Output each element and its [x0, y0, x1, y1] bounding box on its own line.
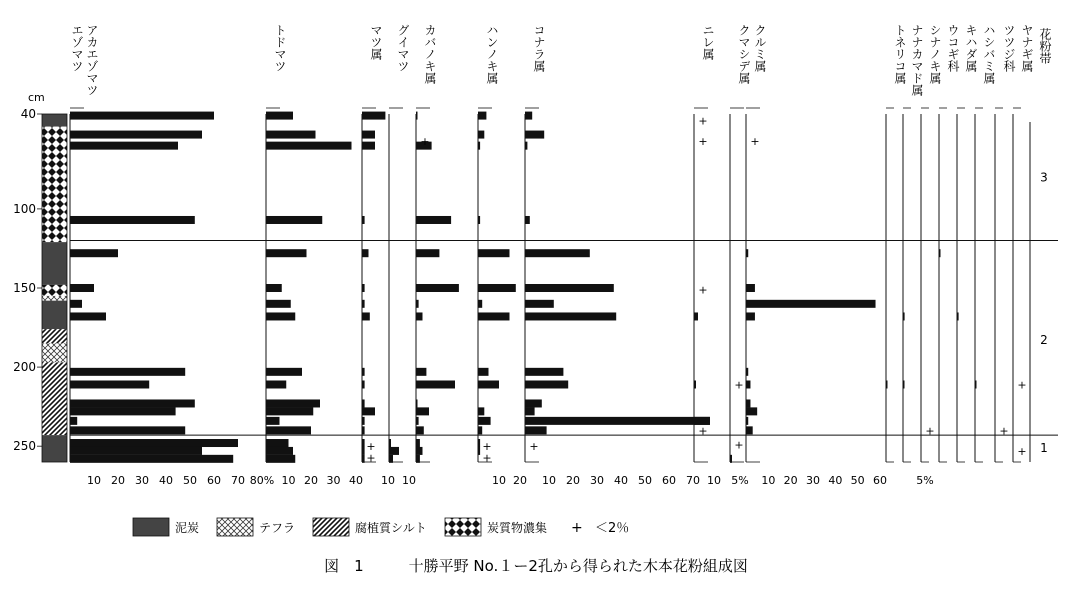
pollen-bar: [362, 312, 370, 320]
pollen-bar: [416, 284, 459, 292]
pollen-bar: [416, 112, 418, 120]
trace-marker: +: [482, 440, 492, 454]
taxon-name: キハダ属: [964, 24, 978, 72]
depth-tick-label: 250: [13, 439, 36, 454]
figure-caption: 図 1 十勝平野 No.１ー2孔から得られた木本花粉組成図: [324, 557, 748, 575]
pollen-bar: [478, 312, 510, 320]
pollen-bar: [525, 249, 590, 257]
pollen-bar: [266, 368, 302, 376]
taxon-name: クルミ属: [753, 24, 767, 72]
pollen-bar: [70, 407, 176, 415]
pollen-bar: [730, 455, 732, 463]
pollen-bar: [525, 380, 568, 388]
pollen-bar: [70, 300, 82, 308]
scale-tick-label: 5%: [916, 474, 934, 487]
pollen-bar: [478, 439, 480, 447]
pollen-bar: [362, 112, 385, 120]
pollen-bar: [70, 249, 118, 257]
pollen-bar: [362, 300, 365, 308]
pollen-bar: [266, 407, 313, 415]
pollen-bar: [525, 216, 530, 224]
legend-label: テフラ: [259, 521, 296, 535]
pollen-bar: [70, 284, 94, 292]
pollen-bar: [70, 142, 178, 150]
taxon-name: ニレ属: [701, 24, 715, 60]
pollen-bar: [694, 380, 696, 388]
scale-tick-label: 40: [614, 474, 628, 487]
pollen-bar: [389, 455, 393, 463]
scale-tick-label: 20: [566, 474, 580, 487]
scale-tick-label: 10: [381, 474, 395, 487]
panel-5: [416, 24, 459, 463]
lithology-humic: [42, 329, 67, 343]
legend-swatch-peat: [133, 518, 169, 536]
trace-marker: +: [529, 440, 539, 454]
pollen-bar: [416, 249, 439, 257]
taxon-name: ツツジ科: [1002, 24, 1016, 72]
pollen-bar: [70, 447, 202, 455]
pollen-bar: [266, 300, 291, 308]
taxon-name: アカエゾマツ: [85, 24, 99, 96]
pollen-bar: [746, 300, 876, 308]
trace-marker: +: [1017, 378, 1027, 392]
taxon-name: トドマツ: [273, 24, 287, 72]
pollen-bar: [70, 112, 214, 120]
trace-marker: +: [698, 114, 708, 128]
pollen-bar: [746, 407, 757, 415]
pollen-bar: [416, 380, 455, 388]
pollen-bar: [478, 417, 491, 425]
pollen-bar: [70, 312, 106, 320]
pollen-bar: [903, 380, 905, 388]
pollen-bar: [266, 380, 286, 388]
taxon-name: グイマツ: [396, 24, 410, 72]
scale-tick-label: 30: [135, 474, 149, 487]
scale-tick-label: 10: [281, 474, 296, 487]
taxon-name: ハシバミ属: [982, 24, 996, 84]
depth-tick-label: 150: [13, 281, 36, 295]
pollen-bar: [266, 439, 289, 447]
pollen-bar: [525, 368, 563, 376]
depth-axis-unit: cm: [28, 91, 45, 104]
scale-tick-label: 30: [326, 474, 341, 487]
trace-marker: +: [366, 451, 376, 465]
pollen-bar: [416, 439, 420, 447]
legend-plus-symbol: +: [571, 520, 583, 536]
taxon-name: エゾマツ: [70, 24, 84, 72]
pollen-bar: [525, 407, 535, 415]
scale-tick-label: 50: [183, 474, 197, 487]
legend-label: 泥炭: [175, 521, 200, 535]
depth-tick-label: 200: [13, 360, 36, 375]
pollen-bar: [886, 380, 888, 388]
pollen-bar: [478, 300, 482, 308]
lithology-tephra: [42, 296, 67, 301]
pollen-bar: [362, 439, 365, 447]
pollen-bar: [746, 380, 750, 388]
trace-marker: +: [999, 424, 1009, 438]
pollen-bar: [362, 131, 375, 139]
pollen-bar: [416, 455, 420, 463]
panel-11: [886, 24, 907, 462]
panel-10: [746, 24, 887, 487]
scale-tick-label: 30: [590, 474, 604, 487]
pollen-bar: [266, 426, 311, 434]
pollen-bar: [362, 426, 365, 434]
pollen-bar: [478, 216, 480, 224]
pollen-bar: [362, 284, 365, 292]
panel-6: [478, 24, 527, 487]
zone-label: 3: [1040, 170, 1048, 185]
depth-tick-label: 100: [13, 201, 36, 216]
legend-swatch-humic: [313, 518, 349, 536]
scale-tick-label: 20: [783, 474, 798, 487]
legend-label: 腐植質シルト: [355, 521, 427, 535]
pollen-bar: [416, 312, 423, 320]
trace-marker: +: [734, 438, 744, 452]
scale-tick-label: 60: [207, 474, 221, 487]
lithology-peat: [42, 242, 67, 285]
pollen-bar: [266, 447, 293, 455]
pollen-bar: [362, 447, 365, 455]
panel-7: [525, 24, 710, 487]
pollen-bar: [362, 455, 365, 463]
scale-tick-label: 20: [304, 474, 318, 487]
pollen-bar: [478, 368, 489, 376]
scale-tick-label: 70: [686, 474, 700, 487]
pollen-bar: [525, 142, 527, 150]
lithology-tephra: [42, 343, 67, 362]
pollen-bar: [266, 142, 352, 150]
scale-tick-label: 70: [231, 474, 245, 487]
taxon-name: カバノキ属: [423, 24, 437, 84]
pollen-bar: [478, 447, 480, 455]
pollen-bar: [362, 216, 365, 224]
legend-swatch-charcoal: [445, 518, 481, 536]
pollen-bar: [478, 380, 499, 388]
lithology-charcoal: [42, 127, 67, 242]
pollen-bar: [525, 312, 616, 320]
lithology-charcoal: [42, 285, 67, 296]
taxon-name: トネリコ属: [893, 24, 907, 84]
scale-tick-label: 10: [402, 474, 416, 487]
trace-marker: +: [1017, 444, 1027, 458]
panel-3: [362, 24, 395, 487]
pollen-bar: [266, 249, 307, 257]
pollen-bar: [746, 368, 748, 376]
pollen-bar: [478, 249, 510, 257]
pollen-bar: [478, 426, 482, 434]
pollen-bar: [362, 399, 365, 407]
panel-18: [1013, 24, 1034, 462]
pollen-bar: [362, 142, 375, 150]
legend-label: 炭質物濃集: [487, 521, 548, 535]
scale-tick-label: 60: [662, 474, 676, 487]
zone-label: 2: [1040, 333, 1048, 348]
pollen-bar: [416, 447, 423, 455]
taxon-name: ウコギ科: [946, 24, 960, 72]
scale-tick-label: 50: [850, 474, 865, 487]
pollen-bar: [525, 112, 532, 120]
pollen-bar: [957, 312, 959, 320]
pollen-bar: [694, 312, 698, 320]
pollen-bar: [416, 399, 418, 407]
pollen-bar: [266, 112, 293, 120]
scale-tick-label: 40: [349, 474, 363, 487]
scale-tick-label: 10: [761, 474, 776, 487]
pollen-bar: [362, 380, 365, 388]
legend-label: ＜2％: [595, 521, 630, 536]
depth-tick-label: 40: [20, 107, 36, 121]
scale-tick-label: 20: [513, 474, 527, 487]
pollen-bar: [416, 407, 429, 415]
pollen-bar: [478, 284, 516, 292]
lithology-humic: [42, 362, 67, 435]
pollen-bar: [478, 142, 480, 150]
trace-marker: +: [698, 283, 708, 297]
pollen-bar: [266, 284, 282, 292]
pollen-bar: [362, 407, 375, 415]
pollen-bar: [70, 455, 233, 463]
panel-4: [389, 24, 416, 487]
pollen-bar: [939, 249, 941, 257]
taxon-name: ヤナギ属: [1020, 24, 1034, 72]
pollen-bar: [362, 417, 365, 425]
scale-tick-label: 40: [159, 474, 173, 487]
pollen-bar: [70, 439, 238, 447]
pollen-bar: [525, 131, 544, 139]
pollen-bar: [478, 131, 484, 139]
taxon-name: マツ属: [369, 24, 383, 60]
trace-marker: +: [420, 134, 430, 148]
lithology-peat: [42, 301, 67, 329]
taxon-name: シナノキ属: [928, 24, 942, 84]
pollen-bar: [70, 417, 77, 425]
pollen-bar: [525, 426, 547, 434]
taxon-name: ハンノキ属: [485, 24, 499, 84]
pollen-bar: [416, 368, 426, 376]
lithology-peat: [42, 435, 67, 462]
pollen-bar: [70, 131, 202, 139]
legend-swatch-tephra: [217, 518, 253, 536]
pollen-bar: [362, 368, 365, 376]
pollen-bar: [70, 216, 195, 224]
pollen-bar: [70, 399, 195, 407]
scale-tick-label: 60: [873, 474, 887, 487]
pollen-bar: [746, 417, 748, 425]
pollen-bar: [416, 426, 424, 434]
scale-tick-label: 40: [828, 474, 843, 487]
pollen-bar: [478, 407, 484, 415]
pollen-bar: [478, 112, 486, 120]
pollen-bar: [746, 426, 753, 434]
zone-label: 1: [1040, 440, 1048, 455]
scale-tick-label: 5%: [731, 474, 749, 487]
pollen-zone-title: 花粉帯: [1038, 28, 1052, 64]
pollen-bar: [266, 312, 295, 320]
trace-marker: +: [925, 424, 935, 438]
pollen-bar: [525, 399, 542, 407]
panel-1: [70, 24, 274, 487]
trace-marker: +: [482, 451, 492, 465]
pollen-bar: [266, 455, 295, 463]
trace-marker: +: [698, 424, 708, 438]
pollen-bar: [416, 300, 419, 308]
pollen-bar: [525, 284, 614, 292]
panel-16: [975, 24, 996, 462]
pollen-bar: [975, 380, 977, 388]
panel-8: [694, 24, 721, 487]
pollen-bar: [389, 439, 391, 447]
scale-tick-label: 10: [707, 474, 721, 487]
pollen-bar: [266, 216, 322, 224]
taxon-name: コナラ属: [532, 24, 546, 72]
pollen-bar: [746, 399, 750, 407]
scale-tick-label: 30: [806, 474, 820, 487]
scale-tick-label: 10: [542, 474, 556, 487]
pollen-bar: [362, 249, 369, 257]
pollen-bar: [266, 131, 316, 139]
pollen-bar: [266, 417, 280, 425]
scale-tick-label: 10: [492, 474, 506, 487]
pollen-bar: [525, 417, 710, 425]
pollen-bar: [746, 249, 748, 257]
scale-tick-label: 10: [87, 474, 101, 487]
trace-marker: +: [750, 134, 760, 148]
pollen-bar: [416, 417, 419, 425]
trace-marker: +: [366, 440, 376, 454]
pollen-bar: [746, 312, 755, 320]
pollen-bar: [70, 380, 149, 388]
taxon-name: クマシデ属: [737, 24, 751, 84]
scale-tick-label: 20: [111, 474, 125, 487]
pollen-bar: [525, 300, 554, 308]
pollen-bar: [70, 426, 185, 434]
pollen-bar: [389, 447, 399, 455]
pollen-bar: [266, 399, 320, 407]
pollen-bar: [70, 368, 185, 376]
pollen-bar: [746, 284, 755, 292]
lithology-peat: [42, 114, 67, 127]
taxon-name: ナナカマド属: [910, 24, 924, 96]
pollen-bar: [903, 312, 905, 320]
trace-marker: +: [734, 378, 744, 392]
trace-marker: +: [698, 134, 708, 148]
pollen-bar: [416, 216, 451, 224]
scale-tick-label: 80%: [249, 474, 275, 487]
panel-2: [266, 24, 363, 487]
scale-tick-label: 50: [638, 474, 652, 487]
